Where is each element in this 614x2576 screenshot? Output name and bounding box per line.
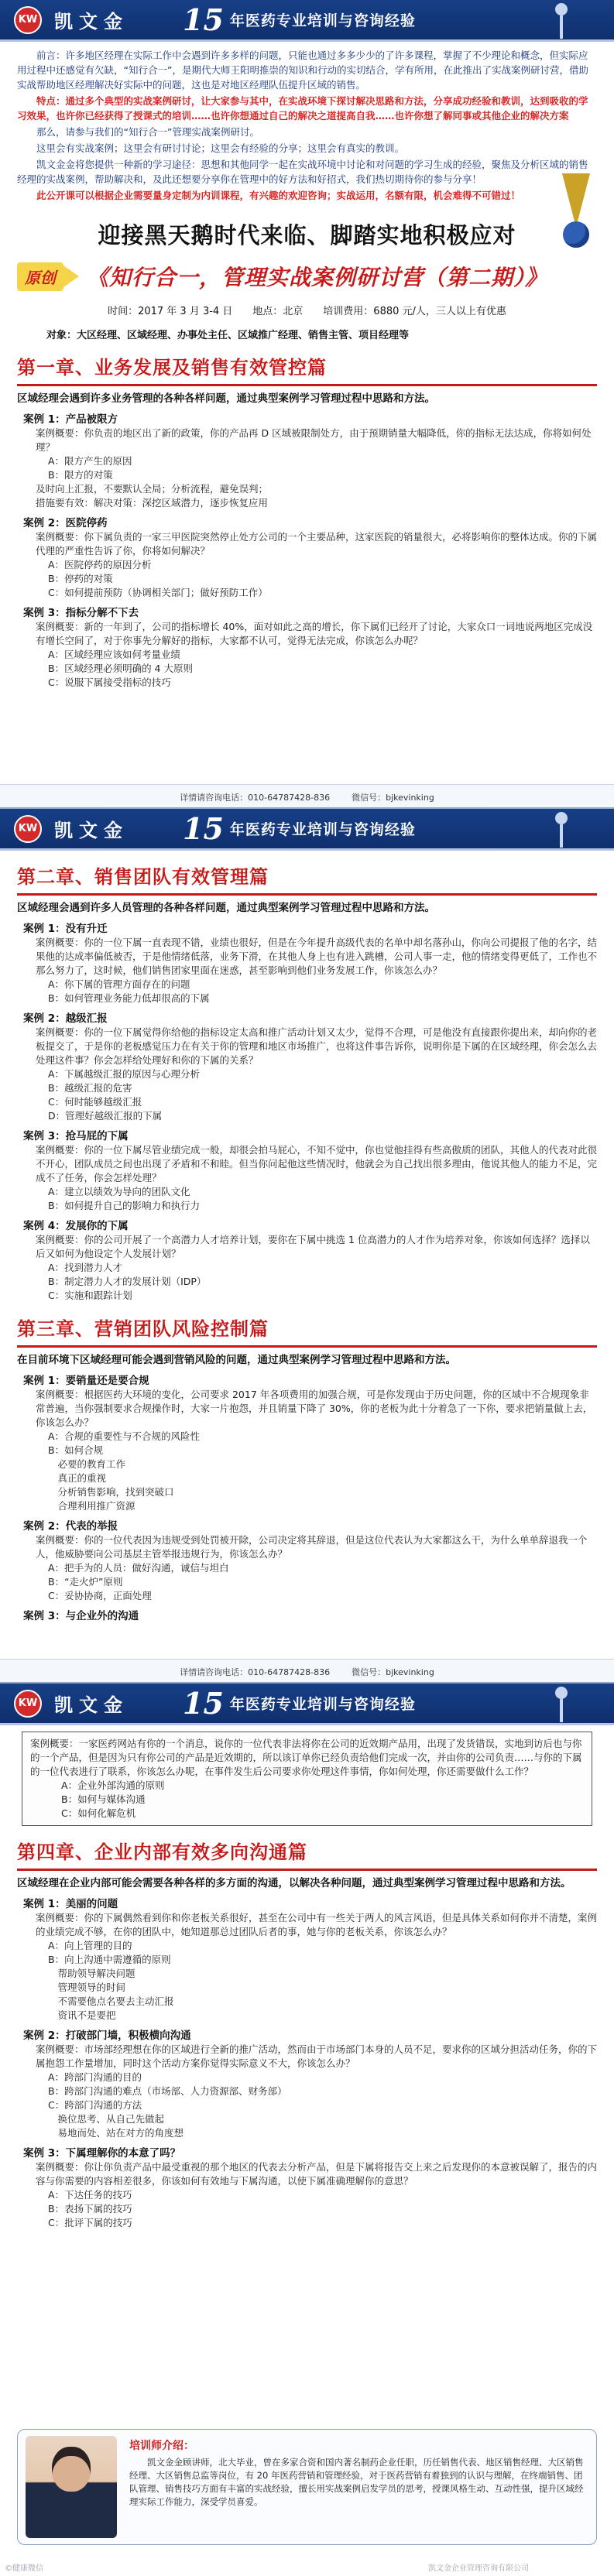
poster-page-1 xyxy=(0,0,614,809)
case-title: 案例 2：代表的举报 xyxy=(23,1520,118,1533)
course-title: 《知行合一，管理实战案例研讨营（第二期）》 xyxy=(87,265,548,290)
case-point: C：何时能够越级汇报 xyxy=(48,1096,142,1108)
case-point: A：找到潜力人才 xyxy=(48,1262,123,1273)
chapter-4-title: 第四章、企业内部有效多向沟通篇 xyxy=(17,1841,307,1863)
case-title: 案例 3：指标分解不下去 xyxy=(23,607,139,619)
case-summary: 案例概要：你下属负责的一家三甲医院突然停止处方公司的一个主要品种，这家医院的销量很大，必将影响你的整体达成。你的下属代理的严重性告诉了你，你将如何解决？ xyxy=(36,531,598,557)
header-banner xyxy=(0,1684,614,1725)
tower-icon xyxy=(555,3,568,39)
brand-name: 凯文金 xyxy=(54,11,129,33)
case-block xyxy=(17,606,597,690)
case-point: B：如何提升自己的影响力和执行力 xyxy=(48,1200,201,1211)
case-block xyxy=(17,413,597,510)
case-extra: 措施要有效：解决对策：深挖区域潜力，逐步恢复应用 xyxy=(36,497,269,509)
company-logo: KW xyxy=(14,815,42,843)
case-point: 易地而处、站在对方的角度想 xyxy=(48,2127,184,2139)
case-block xyxy=(17,1374,597,1513)
case-title: 案例 3：下属理解你的本意了吗？ xyxy=(23,2147,181,2160)
tower-icon xyxy=(555,1687,568,1722)
case-point: A：区域经理应该如何考量业绩 xyxy=(48,649,181,660)
header-banner xyxy=(0,809,614,851)
case-point: A：把手为的人员：做好沟通，诚信与坦白 xyxy=(48,1562,229,1574)
case-summary: 案例概要：根据医药大环境的变化，公司要求 2017 年各项费用的加强合规，可是你发现由于历史问题，你的区域中不合规现象非常普遍，当你强制要求合规操作时，大家一片抱怨，并且销量下降了 30%，你的老板为此十分着急了一下你，要求把销量做上去，你该怎么办？ xyxy=(36,1389,593,1428)
poster-page-3 xyxy=(0,1684,614,2576)
case-point: A：建立以绩效为导向的团队文化 xyxy=(48,1186,190,1197)
case-extra: 及时向上汇报，不要默认全局；分析流程，避免误判； xyxy=(36,483,269,495)
chapter-1-title: 第一章、业务发展及销售有效管控篇 xyxy=(17,357,327,379)
intro-paragraph: 这里会有实战案例；这里会有研讨讨论；这里会有经验的分享；这里会有真实的教训。 xyxy=(36,142,405,154)
case-title: 案例 1：要销量还是要合规 xyxy=(23,1375,149,1387)
slogan: 年医药专业培训与咨询经验 xyxy=(229,821,416,838)
footer-wechat: 微信号：bjkevinking xyxy=(352,792,434,803)
intro-paragraph: 前言：许多地区经理在实际工作中会遇到许多多样的问题，只能也通过多多少少的了许多课程，掌握了不少理论和概念，但实际应用过程中还感觉有欠缺，“知行合一”，是期代大师王阳明推崇的知识和行动的实切结合，学有所用，在此推出了实战案例研讨营，借助实战帮助地区经理解决好实际中的问题，这也是对地区经理队伍提升区域的销售。 xyxy=(17,50,588,91)
case-summary: 案例概要：你的一位下属觉得你给他的指标设定太高和推广活动计划又太少，觉得不合理，可是他没有直接跟你提出来，却向你的老板提交了，于是你的老板感觉压力在有关于你的管理和地区市场推广，也将这件事告诉你，说明你是下属的在区域经理，你会怎么去处理这件事？你会怎样给处理好和你的下属的关系？ xyxy=(36,1026,598,1066)
case-point: B：表扬下属的技巧 xyxy=(48,2203,132,2215)
header-banner xyxy=(0,0,614,42)
case-continued-box xyxy=(22,1732,592,1826)
case-block xyxy=(17,516,597,600)
case-block xyxy=(17,1609,597,1623)
case-summary: 案例概要：你的下属偶然看到你和你老板关系很好，甚至在公司中有一些关于两人的风言风语，但是具体关系如何你并不清楚，案例的业绩完成不够，在你的团队中，她知道那总过团队后者的事，她与你的老板关系，你该怎么办？ xyxy=(36,1912,598,1937)
divider xyxy=(17,1869,597,1871)
case-point: B：制定潜力人才的发展计划（IDP） xyxy=(48,1276,207,1287)
case-block xyxy=(17,1012,597,1123)
company-logo: KW xyxy=(14,6,42,34)
chapter-2-title: 第二章、销售团队有效管理篇 xyxy=(17,866,269,888)
footer-wechat: 微信号：bjkevinking xyxy=(352,1667,434,1677)
case-point: B：如何管理业务能力低却很高的下属 xyxy=(48,992,210,1004)
case-point: C：如何提前预防（协调相关部门；做好预防工作） xyxy=(48,587,268,598)
trainer-description: 凯文金金顾讲师，北大毕业，曾在多家合资和国内著名制药企业任职，历任销售代表、地区销售经理、大区销售经理、大区销售总监等岗位，有 20 年医药营销和管理经验，对于医药营销有着独到的认识与理解，在终端销售、团队管理、销售技巧方面有丰富的实战经验，擅长用实战案例启发学员的思考，授课风格生动、互动性强，提升区域经理实际工作能力，深受学员喜爱。 xyxy=(129,2457,584,2507)
trainer-bio-box xyxy=(17,2429,597,2545)
poster-page-2 xyxy=(0,809,614,1684)
case-point: A：跨部门沟通的目的 xyxy=(48,2071,142,2083)
case-point: A：医院停药的原因分析 xyxy=(48,559,152,570)
case-point: C：跨部门沟通的方法 xyxy=(48,2099,142,2111)
case-point: B：如何合规 xyxy=(48,1444,104,1456)
chapter-3-title: 第三章、营销团队风险控制篇 xyxy=(17,1318,269,1340)
case-point: 管理领导的时间 xyxy=(48,1982,126,1993)
trainer-photo xyxy=(26,2436,117,2538)
case-block xyxy=(17,1897,597,2023)
case-point: 不需要他点名要去主动汇报 xyxy=(48,1995,174,2007)
case-point: A：你下属的管理方面存在的问题 xyxy=(48,978,190,990)
case-summary: 案例概要：你负责的地区出了新的政策，你的产品再 D 区域被限制处方，由于预期销量大幅降低，你的指标无法达成，你将如何处理？ xyxy=(36,427,592,453)
case-point: A：下达任务的技巧 xyxy=(48,2189,132,2201)
case-title: 案例 2：打破部门墙，积极横向沟通 xyxy=(23,2030,191,2042)
case-point: B：限方的对策 xyxy=(48,469,113,481)
case-summary: 案例概要：你的一位下属一直表现不错，业绩也很好，但是在今年提升高级代表的名单中却名落孙山，你向公司提报了他的名字，结果他的达成率偏低被否，于是他情绪低落，业务下滑，在其他人身上也有进入跳槽，公司人事一走，他的情绪变得更低了，工作也不那么努力了，这时候，他们销售团家里面在迷惑，甚至影响到他们业务发展工作，你该怎么办？ xyxy=(36,937,598,976)
case-block xyxy=(17,2029,597,2140)
case-block xyxy=(17,1732,597,1826)
case-point: 帮助领导解决问题 xyxy=(48,1968,135,1979)
case-block xyxy=(17,1129,597,1213)
intro-features: 特点：通过多个典型的实战案例研讨，让大家参与其中，在实战环境下探讨解决思路和方法，分享成功经验和教训，达到吸收的学习效果，也许你已经获得了授课式的培训……也许你想通过自己的解决之道提高自我……也许你想了解同事或其他企业的解决方案 xyxy=(17,95,588,122)
trainer-title: 培训师介绍： xyxy=(129,2440,194,2452)
case-summary: 案例概要：你的一位代表因为违规受到处罚被开除，公司决定将其辞退，但是这位代表认为大家都这么干，为什么单单辞退我一个人，他威胁要向公司基层主管举报违规行为，你该怎么办？ xyxy=(36,1534,588,1560)
case-title: 案例 1：没有升迁 xyxy=(23,923,108,935)
case-title: 案例 1：美丽的问题 xyxy=(23,1898,118,1910)
case-summary: 案例概要：市场部经理想在你的区域进行全新的推广活动，然而由于市场部门本身的人员不足，要求你的区域分担活动任务，你的下属抱怨工作量增加，同时这个活动方案你觉得实际意义不大，你该怎么办？ xyxy=(36,2043,598,2069)
case-point: C：如何化解危机 xyxy=(61,1807,136,1819)
watermark-left: ©健康微信 xyxy=(5,2564,43,2573)
intro-paragraph: 那么，请参与我们的“知行合一”管理实战案例研讨。 xyxy=(36,126,259,138)
case-point: 资讯不是要把 xyxy=(48,2009,116,2021)
case-title: 案例 2：医院停药 xyxy=(23,517,108,529)
intro-note: 此公开课可以根据企业需要量身定制为内训课程，有兴趣的欢迎咨询；实战运用，名额有限，机会难得不可错过！ xyxy=(36,190,521,201)
headline: 迎接黑天鹅时代来临、脚踏实地积极应对 xyxy=(98,222,516,248)
original-tag: 原创 xyxy=(17,262,63,291)
years-number: 15 xyxy=(183,2,224,37)
case-block xyxy=(17,922,597,1005)
brand-name: 凯文金 xyxy=(54,1694,129,1716)
divider xyxy=(17,1345,597,1348)
divider xyxy=(17,384,597,386)
case-summary: 案例概要：一家医药网站有你的一个消息，说你的一位代表非法将你在公司的近效期产品用，出现了发货错误，实地到访后也与你的一个产品，但是因为只有你公司的产品是近效期的，所以该订单你已经负责给他们完成一次，并由你的公司负责……与你的下属的一位代表进行了联系，你该怎么办呢，在事件发生后公司要求你处理这件事情，你如何处理，你还需要做什么工作？ xyxy=(30,1738,582,1777)
case-point: 必要的教育工作 xyxy=(48,1458,126,1470)
case-point: C：批评下属的技巧 xyxy=(48,2217,132,2228)
intro-paragraph: 凯文金金将您提供一种新的学习途径：思想和其他同学一起在实战环境中讨论和对问题的学习生成的经验，聚焦及分析区域的销售经理的实战案例，帮助解决和，及此还想要分享你在管理中的好方法和好招式，我们热切期待你的参与分享！ xyxy=(17,159,588,185)
slogan: 年医药专业培训与咨询经验 xyxy=(229,1696,416,1713)
tower-icon xyxy=(555,812,568,848)
case-point: C：实施和跟踪计划 xyxy=(48,1290,132,1301)
case-point: 真正的重视 xyxy=(48,1472,107,1484)
years-number: 15 xyxy=(183,811,224,846)
chapter-3-lead: 在目前环境下区域经理可能会遇到营销风险的问题，通过典型案例学习管理过程中思路和方法。 xyxy=(17,1354,456,1366)
case-point: B：越级汇报的危害 xyxy=(48,1082,132,1094)
case-point: 合理利用推广资源 xyxy=(48,1500,135,1512)
case-point: A：限方产生的原因 xyxy=(48,455,132,467)
case-block xyxy=(17,1519,597,1603)
page-footer xyxy=(0,1659,614,1684)
course-audience: 对象：大区经理、区域经理、办事处主任、区域推广经理、销售主管、项目经理等 xyxy=(46,330,410,341)
case-title: 案例 3：与企业外的沟通 xyxy=(23,1610,139,1622)
case-point: B：向上沟通中需遵循的原则 xyxy=(48,1954,171,1965)
years-number: 15 xyxy=(183,1686,224,1721)
case-point: B：停药的对策 xyxy=(48,573,113,584)
slogan: 年医药专业培训与咨询经验 xyxy=(229,12,416,29)
page-footer xyxy=(0,784,614,809)
case-summary: 案例概要：你让你负责产品中最受重视的那个地区的代表去分析产品，但是下属将报告交上来之后发现你的本意被误解了，报告的内容与你需要的内容相差很多，你该如何有效地与下属沟通，以使下属准确理解你的意思？ xyxy=(36,2161,598,2187)
case-point: A：合规的重要性与不合规的风险性 xyxy=(48,1430,201,1442)
case-block xyxy=(17,2146,597,2230)
watermark-right: 凯文金企业管理咨询有限公司 xyxy=(428,2564,529,2573)
case-point: A：向上管理的目的 xyxy=(48,1940,132,1951)
fountain-pen-icon xyxy=(549,173,603,274)
trainer-text xyxy=(125,2430,596,2544)
brand-name: 凯文金 xyxy=(54,820,129,841)
case-title: 案例 4：发展你的下属 xyxy=(23,1220,129,1232)
case-point: C：妥协协商，正面处理 xyxy=(48,1590,152,1601)
case-point: A：下属越级汇报的原因与心理分析 xyxy=(48,1068,201,1080)
arrow-icon xyxy=(63,265,79,287)
course-title-bar xyxy=(17,261,597,292)
company-logo: KW xyxy=(14,1690,42,1718)
case-summary: 案例概要：新的一年到了，公司的指标增长 40%，面对如此之高的增长，你下属们已经开了讨论，大家众口一词地说两地区完成没有增长空间了，对于你事先分解好的指标，大家都不认可，觉得无法完成，你该怎么办呢？ xyxy=(36,621,593,646)
case-point: B：区域经理必须明确的 4 大原则 xyxy=(48,663,193,674)
case-point: C：说服下属接受指标的技巧 xyxy=(48,677,171,688)
footer-phone: 详情请咨询电话：010-64787428-836 xyxy=(180,1667,331,1677)
case-point: B：如何与媒体沟通 xyxy=(61,1793,146,1805)
case-title: 案例 1：产品被限方 xyxy=(23,413,118,426)
case-point: D：管理好越级汇报的下属 xyxy=(48,1110,163,1122)
case-point: A：企业外部沟通的原则 xyxy=(61,1780,165,1791)
case-point: 换位思考、从自己先做起 xyxy=(48,2113,165,2125)
chapter-1-lead: 区域经理会遇到许多业务管理的各种各样问题，通过典型案例学习管理过程中思路和方法。 xyxy=(17,392,435,405)
chapter-4-lead: 区域经理在企业内部可能会需要各种各样的多方面的沟通，以解决各种问题，通过典型案例学习管理过程中思路和方法。 xyxy=(17,1877,571,1889)
divider xyxy=(17,893,597,896)
case-summary: 案例概要：你的公司开展了一个高潜力人才培养计划，要你在下属中挑选 1 位高潜力的人才作为培养对象，你该如何选择？选择以后又如何为他设定个人发展计划？ xyxy=(36,1234,590,1259)
case-point: 分析销售影响，找到突破口 xyxy=(48,1486,174,1498)
course-meta: 时间：2017 年 3 月 3-4 日 地点：北京 培训费用：6880 元/人，三人以上有优惠 xyxy=(108,306,506,317)
case-block xyxy=(17,1219,597,1303)
chapter-2-lead: 区域经理会遇到许多人员管理的各种各样问题，通过典型案例学习管理过程中思路和方法。 xyxy=(17,902,435,914)
case-title: 案例 3：抢马屁的下属 xyxy=(23,1130,129,1142)
case-point: B：跨部门沟通的难点（市场部、人力资源部、财务部） xyxy=(48,2085,287,2097)
case-title: 案例 2：越级汇报 xyxy=(23,1012,108,1025)
footer-phone: 详情请咨询电话：010-64787428-836 xyxy=(180,792,331,803)
intro-section xyxy=(0,42,614,203)
case-point: B：“走火炉”原则 xyxy=(48,1576,123,1588)
case-summary: 案例概要：你的一位下属尽管业绩完成一般，却很会拍马屁心，不知不觉中，你也觉他挂得有些高傲质的团队，其他人的代表对此很不开心，团队成员之间也出现了矛盾和不和睦。但当你问起他这些情况时，他就会为自己找出很多理由，他说其他人的能力不足，完成不了任务，你会怎样处理？ xyxy=(36,1144,598,1184)
